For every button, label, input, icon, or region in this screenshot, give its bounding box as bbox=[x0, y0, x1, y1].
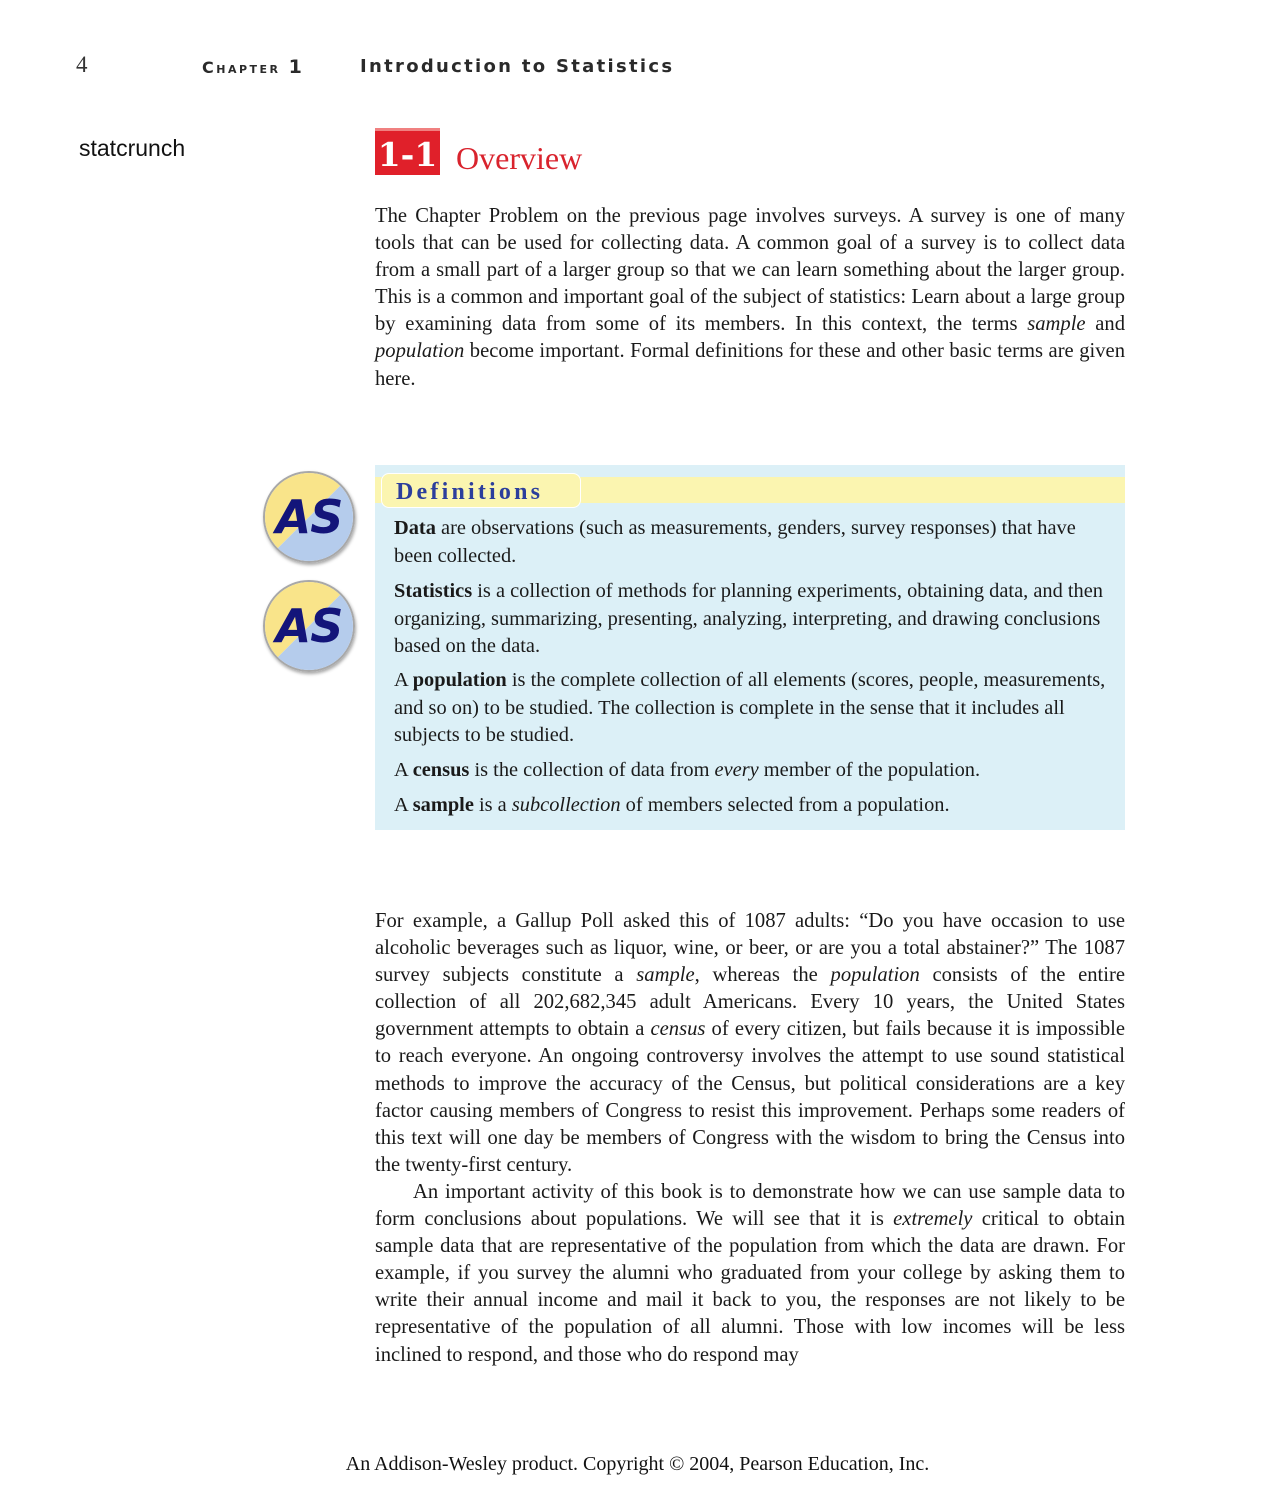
chapter-label bbox=[202, 56, 303, 78]
body-emphasis: population bbox=[830, 964, 920, 987]
body-emphasis: extremely bbox=[893, 1208, 973, 1231]
definition-text: member of the population. bbox=[758, 759, 981, 781]
intro-paragraph bbox=[375, 203, 1125, 393]
section-title: Overview bbox=[456, 140, 583, 176]
definition-text: A bbox=[394, 669, 413, 691]
body-text-run: consists of the entire collection of all 202,682,345 adult Americans. Every 10 years, the United States government attempts to obtain a bbox=[375, 964, 1125, 1041]
definition-text: are observations (such as measurements, genders, survey responses) that have been collected. bbox=[394, 517, 1076, 567]
copyright-footer: An Addison-Wesley product. Copyright © 2004, Pearson Education, Inc. bbox=[345, 1453, 930, 1475]
body-text-run: An important activity of this book is to demonstrate how we can use sample data to form conclusions about populations. We will see that it is bbox=[375, 1180, 1125, 1231]
margin-note: statcrunch bbox=[79, 135, 186, 161]
chapter-title: Introduction to Statistics bbox=[360, 56, 675, 77]
body-text-run: critical to obtain sample data that are representative of the population from which the data are drawn. For example, if you survey the alumni who graduated from your college by asking them to write their annual income and mail it back to you, the responses are not likely to be representative of the population of all alumni. Those with low incomes will be less inclined to respond, and those who do respond may bbox=[375, 1208, 1125, 1366]
definitions-title: Definitions bbox=[396, 479, 544, 505]
section-number-badge: 1-1 bbox=[375, 128, 440, 175]
body-text-run: of every citizen, but fails because it is impossible to reach everyone. An ongoing controversy involves the attempt to use sound statistical methods to improve the accuracy of the Census, but political considerations are a key factor causing members of Congress to resist this improvement. Perhaps some readers of this text will one day be members of Congress with the wisdom to bring the Census into the twenty-first century. bbox=[375, 1018, 1125, 1176]
definition-population bbox=[394, 667, 1109, 750]
definition-emphasis: every bbox=[714, 759, 759, 781]
definition-text: A bbox=[394, 794, 413, 816]
definition-data bbox=[394, 515, 1109, 570]
definition-text: A bbox=[394, 759, 413, 781]
page-number: 4 bbox=[76, 52, 88, 77]
body-emphasis: sample bbox=[636, 964, 695, 987]
chapter-number: 1 bbox=[288, 56, 303, 78]
term-census: census bbox=[412, 759, 470, 781]
definition-sample bbox=[394, 792, 1109, 820]
as-badge-icon[interactable] bbox=[263, 580, 355, 672]
definition-emphasis: subcollection bbox=[511, 794, 621, 816]
body-paragraph bbox=[375, 908, 1125, 1179]
body-emphasis: census bbox=[650, 1018, 706, 1041]
definition-text: is a bbox=[473, 794, 512, 816]
definition-text: is the collection of data from bbox=[469, 759, 715, 781]
definition-census bbox=[394, 757, 1109, 785]
term-sample: sample bbox=[412, 794, 474, 816]
intro-text: and bbox=[1085, 313, 1125, 336]
definition-text: of members selected from a population. bbox=[620, 794, 950, 816]
chapter-word: Chapter bbox=[202, 58, 281, 77]
intro-text: The Chapter Problem on the previous page involves surveys. A survey is one of many tools that can be used for collecting data. A common goal of a survey is to collect data from a small part of a larger group so that we can learn something about the larger group. This is a common and important goal of the subject of statistics: Learn about a large group by examining data from some of its members. In this context, the terms bbox=[375, 205, 1125, 336]
definition-text: is the complete collection of all elements (scores, people, measurements, and so on) to be studied. The collection is complete in the sense that it includes all subjects to be studied. bbox=[394, 669, 1106, 746]
intro-term-sample: sample bbox=[1027, 313, 1086, 336]
intro-text: become important. Formal definitions for these and other basic terms are given here. bbox=[375, 340, 1125, 390]
body-paragraph bbox=[375, 1179, 1125, 1369]
as-badge-icon[interactable] bbox=[263, 471, 355, 563]
intro-term-population: population bbox=[375, 340, 465, 363]
term-statistics: Statistics bbox=[394, 580, 473, 602]
body-text-run: For example, a Gallup Poll asked this of 1087 adults: “Do you have occasion to use alcoholic beverages such as liquor, wine, or beer, or are you a total abstainer?” The 1087 survey subjects constitute a bbox=[375, 910, 1125, 987]
badge-label: AS bbox=[275, 490, 343, 544]
definition-text: is a collection of methods for planning experiments, obtaining data, and then organizing, summarizing, presenting, analyzing, interpreting, and drawing conclusions based on the data. bbox=[394, 580, 1103, 657]
body-text-run: , whereas the bbox=[694, 964, 831, 987]
body-text bbox=[375, 908, 1125, 1369]
definition-statistics bbox=[394, 578, 1109, 661]
badge-label: AS bbox=[275, 599, 343, 653]
term-data: Data bbox=[394, 517, 436, 539]
term-population: population bbox=[412, 669, 507, 691]
